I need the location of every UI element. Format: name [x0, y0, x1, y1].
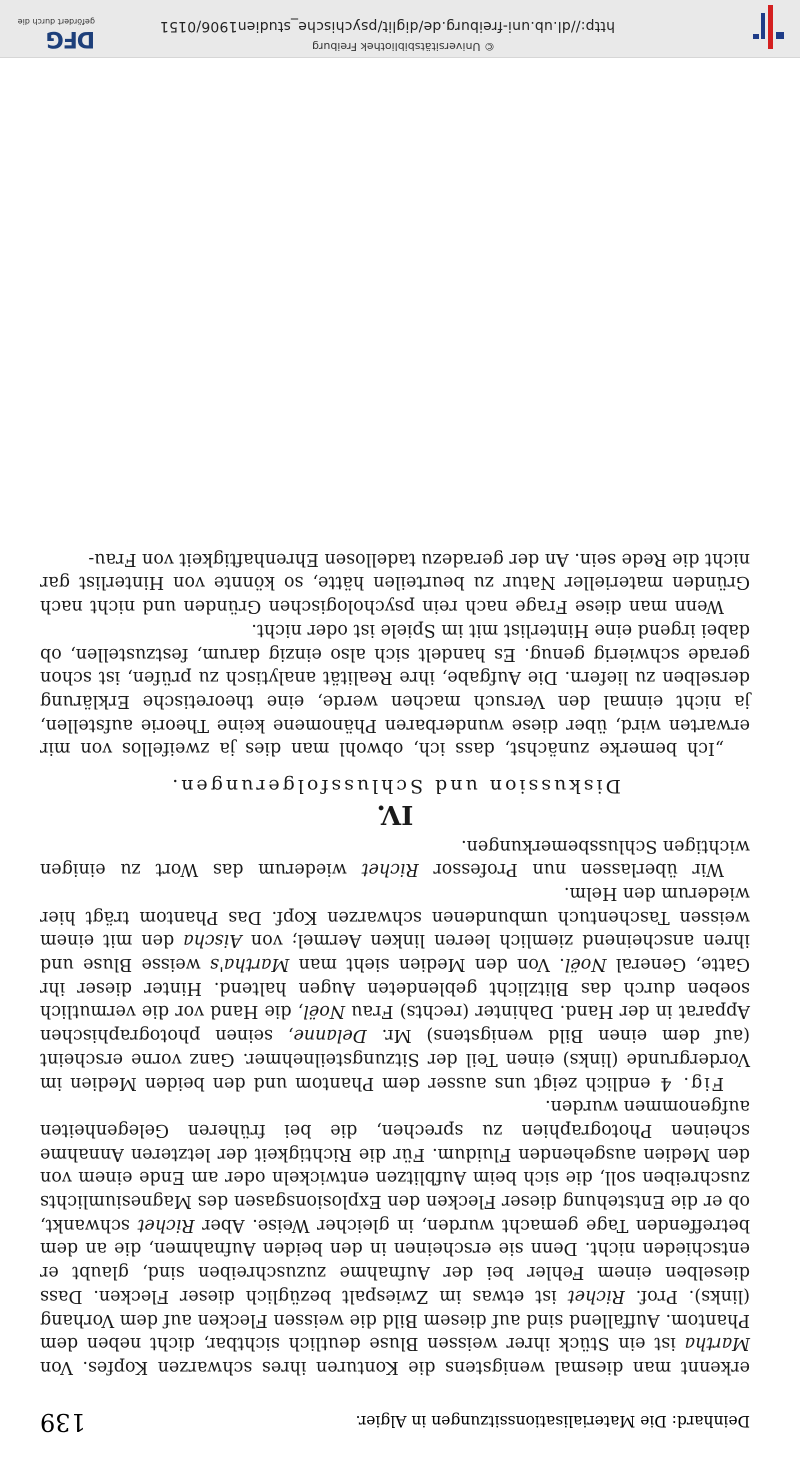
- dfg-logo: [9, 5, 95, 51]
- page-number: 139: [40, 1408, 86, 1436]
- running-head-title: Deinhard: Die Materialisationssitzungen in Algier.: [355, 1412, 750, 1430]
- paragraph: Wenn man diese Frage nach rein psychologischen Gründen und nicht nach Gründen materieller Natur zu beurteilen hätte, so könnte von Hinterlist gar nicht die Rede sein. An der geradezu tadellosen Ehrenhaftigkeit von Frau-: [40, 548, 750, 617]
- footer-bar: [0, 0, 800, 58]
- section-title: Diskussion und Schlussfolgerungen.: [169, 775, 621, 798]
- dfg-logo-subtext: gefördert durch die: [17, 17, 95, 26]
- section-number: IV.: [376, 798, 414, 829]
- paragraph: erkennt man diesmal wenigstens die Konturen ihres schwarzen Kopfes. Von Martha ist ein Stück ihrer weissen Bluse deutlich sichtbar, dicht neben dem Phantom. Auffallend sind auf diesem Bild die weissen Flecken auf dem Vorhang (links). Prof. Richet ist etwas im Zwiespalt bezüglich dieser Flecken. Dass dieselben einem Fehler bei der Aufnahme zuzuschreiben sind, glaubt er entschieden nicht. Denn sie erscheinen in den beiden Aufnahmen, die an dem betreffenden Tage gemacht wurden, in gleicher Weise. Aber Richet schwankt, ob er die Entstehung dieser Flecken den Explosionsgasen des Magnesiumlichts zuschreiben soll, die sich beim Aufblitzen entwickeln oder am Ende einem von den Medien ausgehenden Fluidum. Für die Richtigkeit der letzteren Annahme scheinen Photographien zu sprechen, die bei früheren Gelegenheiten aufgenommen wurden.: [40, 1096, 750, 1377]
- copyright-notice: © Universitätsbibliothek Freiburg: [312, 40, 495, 53]
- university-library-logo-icon: [752, 5, 786, 49]
- page-body: [40, 546, 750, 1378]
- dfg-logo-text: DFG: [46, 26, 95, 51]
- running-head: [40, 1408, 750, 1436]
- paragraph: Wir überlassen nun Professor Richet wiederum das Wort zu einigen wichtigen Schlussbemerkungen.: [40, 835, 750, 880]
- paragraph: Fig. 4 endlich zeigt uns ausser dem Phantom und den beiden Medien im Vordergrunde (links) einen Teil der Sitzungsteilnehmer. Ganz vorne erscheint (auf dem einen Bild wenigstens) Mr. Delanne, seinen photographischen Apparat in der Hand. Dahinter (rechts) Frau Noël, die Hand vor die vermutlich soeben durch das Blitzlicht geblendeten Augen haltend. Hinter dieser ihr Gatte, General Noël. Von den Medien sieht man Martha's weisse Bluse und ihren anscheinend ziemlich leeren linken Aermel; von Aischa den mit einem weissen Taschentuch umbundenen schwarzen Kopf. Das Phantom trägt hier wiederum den Helm.: [39, 882, 750, 1093]
- paragraph: „Ich bemerke zunächst, dass ich, obwohl man dies ja zweifellos von mir erwarten wird, über diese wunderbaren Phänomene keine Theorie aufstellen, ja nicht einmal den Versuch machen werde, eine theoretische Erklärung derselben zu liefern. Die Aufgabe, ihre Realität analytisch zu prüfen, ist schon gerade schwierig genug. Es handelt sich also einzig darum, festzustellen, ob dabei irgend eine Hinterlist mit im Spiele ist oder nicht.: [40, 619, 750, 759]
- source-url-link[interactable]: http://dl.ub.uni-freiburg.de/diglit/psychische_studien1906/0151: [159, 18, 615, 34]
